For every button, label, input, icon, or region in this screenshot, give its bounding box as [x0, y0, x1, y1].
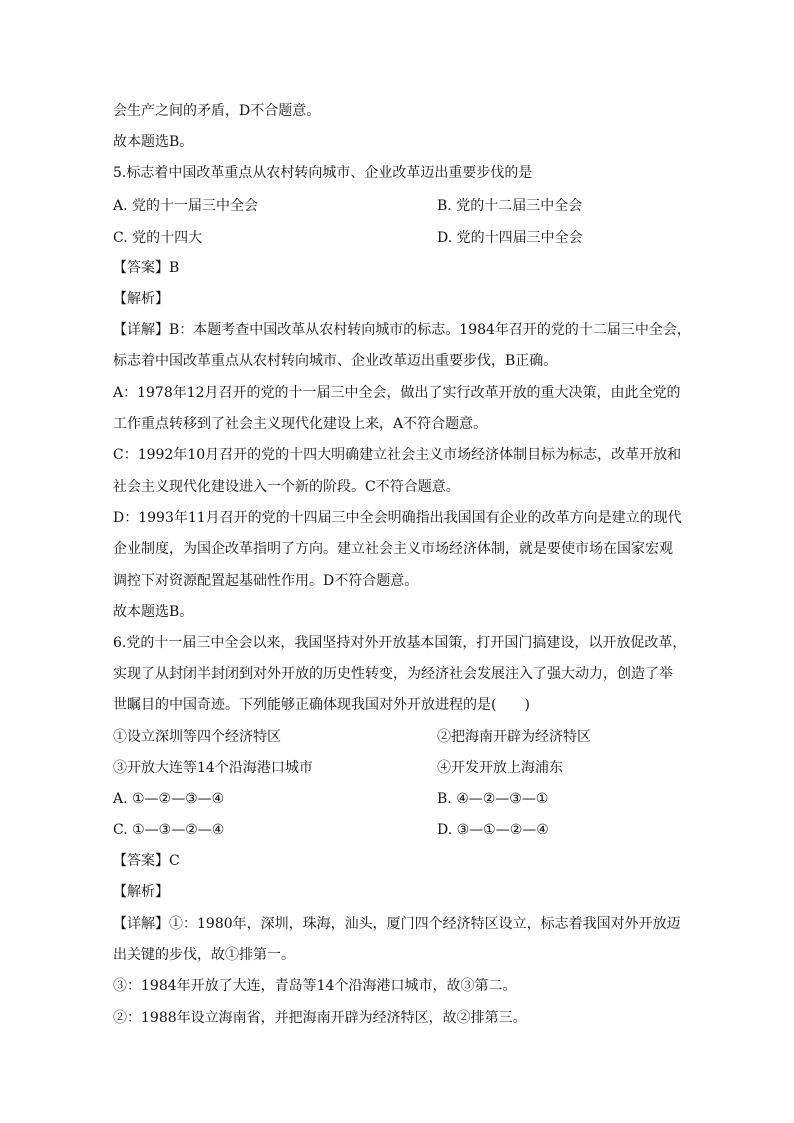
text-line: 出关键的步伐，故①排第一。	[113, 947, 295, 963]
question-6-stem: 6.党的十一届三中全会以来，我国坚持对外开放基本国策，打开国门搞建设，以开放促改革，	[113, 635, 687, 651]
option-a: A. 党的十一届三中全会	[113, 198, 259, 214]
item-1: ①设立深圳等四个经济特区	[113, 729, 281, 745]
option-b: B. ④—②—③—①	[437, 791, 549, 807]
text-line: D：1993年11月召开的党的十四届三中全会明确指出我国国有企业的改革方向是建立的现代	[113, 510, 682, 526]
option-b: B. 党的十二届三中全会	[437, 198, 583, 214]
text-line: 标志着中国改革重点从农村转向城市、企业改革迈出重要步伐，B正确。	[113, 353, 558, 369]
answer-label: 【答案】B	[113, 260, 180, 276]
option-a: A. ①—②—③—④	[113, 791, 225, 807]
item-2: ②把海南开辟为经济特区	[437, 729, 591, 745]
item-3: ③开放大连等14个沿海港口城市	[113, 760, 313, 776]
answer-label: 【答案】C	[113, 853, 180, 869]
option-d: D. ③—①—②—④	[437, 822, 549, 838]
text-line: 【详解】B：本题考查中国改革从农村转向城市的标志。1984年召开的党的十二届三中全会，	[113, 322, 691, 338]
text-line: 故本题选B。	[113, 134, 194, 150]
analysis-label: 【解析】	[113, 291, 169, 307]
text-line: 故本题选B。	[113, 604, 194, 620]
item-4: ④开发开放上海浦东	[437, 760, 563, 776]
text-line: 工作重点转移到了社会主义现代化建设上来，A不符合题意。	[113, 416, 488, 432]
option-d: D. 党的十四届三中全会	[437, 230, 583, 246]
text-line: C：1992年10月召开的党的十四大明确建立社会主义市场经济体制目标为标志，改革开放和	[113, 447, 682, 463]
text-line: ②：1988年设立海南省，并把海南开辟为经济特区，故②排第三。	[113, 1010, 527, 1026]
text-line: 企业制度，为国企改革指明了方向。建立社会主义市场经济体制，就是要使市场在国家宏观	[113, 541, 673, 557]
text-line: 实现了从封闭半封闭到对外开放的历史性转变，为经济社会发展注入了强大动力，创造了举	[113, 666, 673, 682]
text-line: ③：1984年开放了大连，青岛等14个沿海港口城市，故③第二。	[113, 978, 517, 994]
option-c: C. ①—③—②—④	[113, 822, 225, 838]
question-5-stem: 5.标志着中国改革重点从农村转向城市、企业改革迈出重要步伐的是	[113, 165, 533, 181]
text-line: 世瞩目的中国奇迹。下列能够正确体现我国对外开放进程的是( )	[113, 697, 530, 713]
text-line: 会生产之间的矛盾，D不合题意。	[113, 103, 321, 119]
option-c: C. 党的十四大	[113, 230, 203, 246]
text-line: A：1978年12月召开的党的十一届三中全会，做出了实行改革开放的重大决策，由此全党的	[113, 385, 681, 401]
analysis-label: 【解析】	[113, 884, 169, 900]
text-line: 调控下对资源配置起基础性作用。D不符合题意。	[113, 573, 419, 589]
text-line: 社会主义现代化建设进入一个新的阶段。C不符合题意。	[113, 479, 460, 495]
text-line: 【详解】①：1980年，深圳，珠海，汕头，厦门四个经济特区设立，标志着我国对外开放迈	[113, 916, 681, 932]
